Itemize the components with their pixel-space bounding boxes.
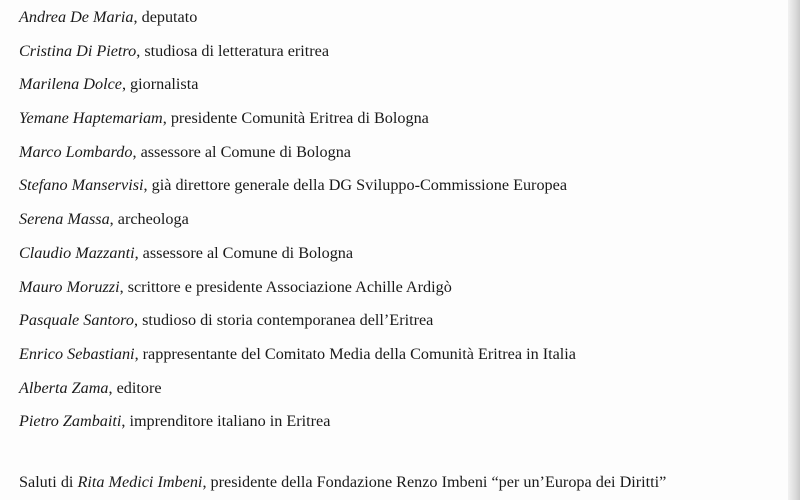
participant-role: , studioso di storia contemporanea dell’Eritrea	[133, 311, 434, 330]
participant-role: , rappresentante del Comitato Media della Comunità Eritrea in Italia	[134, 344, 576, 363]
participant-name: Serena Massa	[19, 210, 110, 229]
participant-entry	[19, 141, 576, 175]
participant-entry	[19, 309, 576, 343]
participant-entry	[19, 6, 576, 40]
participant-entry	[19, 276, 576, 310]
participant-role: , deputato	[133, 8, 198, 26]
participant-entry	[19, 174, 576, 208]
participant-name: Pietro Zambaiti	[19, 412, 122, 431]
participant-entry	[19, 107, 576, 141]
participant-name: Pasquale Santoro	[19, 311, 134, 330]
participant-name: Claudio Mazzanti	[19, 243, 135, 262]
closing-greeting	[19, 471, 666, 493]
participant-name: Marilena Dolce	[19, 75, 122, 94]
page-edge-shadow	[788, 0, 800, 500]
participant-entry	[19, 40, 576, 74]
participant-entry	[19, 377, 576, 411]
participant-name: Cristina Di Pietro	[19, 41, 137, 60]
participant-name: Stefano Manservisi	[19, 176, 144, 195]
closing-prefix: Saluti di	[19, 473, 78, 492]
participant-entry	[19, 242, 576, 276]
participant-role: , studiosa di letteratura eritrea	[136, 41, 330, 60]
closing-suffix: , presidente della Fondazione Renzo Imbeni “per un’Europa dei Diritti”	[202, 473, 667, 492]
participant-role: , assessore al Comune di Bologna	[134, 243, 354, 262]
participant-role: , assessore al Comune di Bologna	[132, 142, 351, 161]
participant-entry	[19, 73, 576, 107]
participant-entry	[19, 343, 576, 377]
participant-role: , scrittore e presidente Associazione Achille Ardigò	[119, 277, 452, 296]
participant-name: Enrico Sebastiani	[19, 344, 135, 363]
participant-entry	[19, 208, 576, 242]
participant-name: Alberta Zama	[19, 378, 109, 397]
participant-name: Marco Lombardo	[19, 142, 133, 161]
participant-role: , editore	[108, 378, 162, 397]
participant-entry	[19, 410, 576, 444]
participant-role: , presidente Comunità Eritrea di Bologna	[162, 109, 429, 128]
participant-name: Andrea De Maria	[19, 8, 134, 26]
participant-role: , giornalista	[121, 75, 199, 94]
participant-role: , già direttore generale della DG Sviluppo-Commissione Europea	[143, 176, 568, 195]
participant-role: , archeologa	[109, 210, 189, 229]
closing-name: Rita Medici Imbeni	[77, 473, 203, 492]
participant-name: Yemane Haptemariam	[19, 109, 163, 128]
participant-role: , imprenditore italiano in Eritrea	[121, 412, 331, 431]
participants-list	[19, 6, 576, 444]
participant-name: Mauro Moruzzi	[19, 277, 120, 296]
